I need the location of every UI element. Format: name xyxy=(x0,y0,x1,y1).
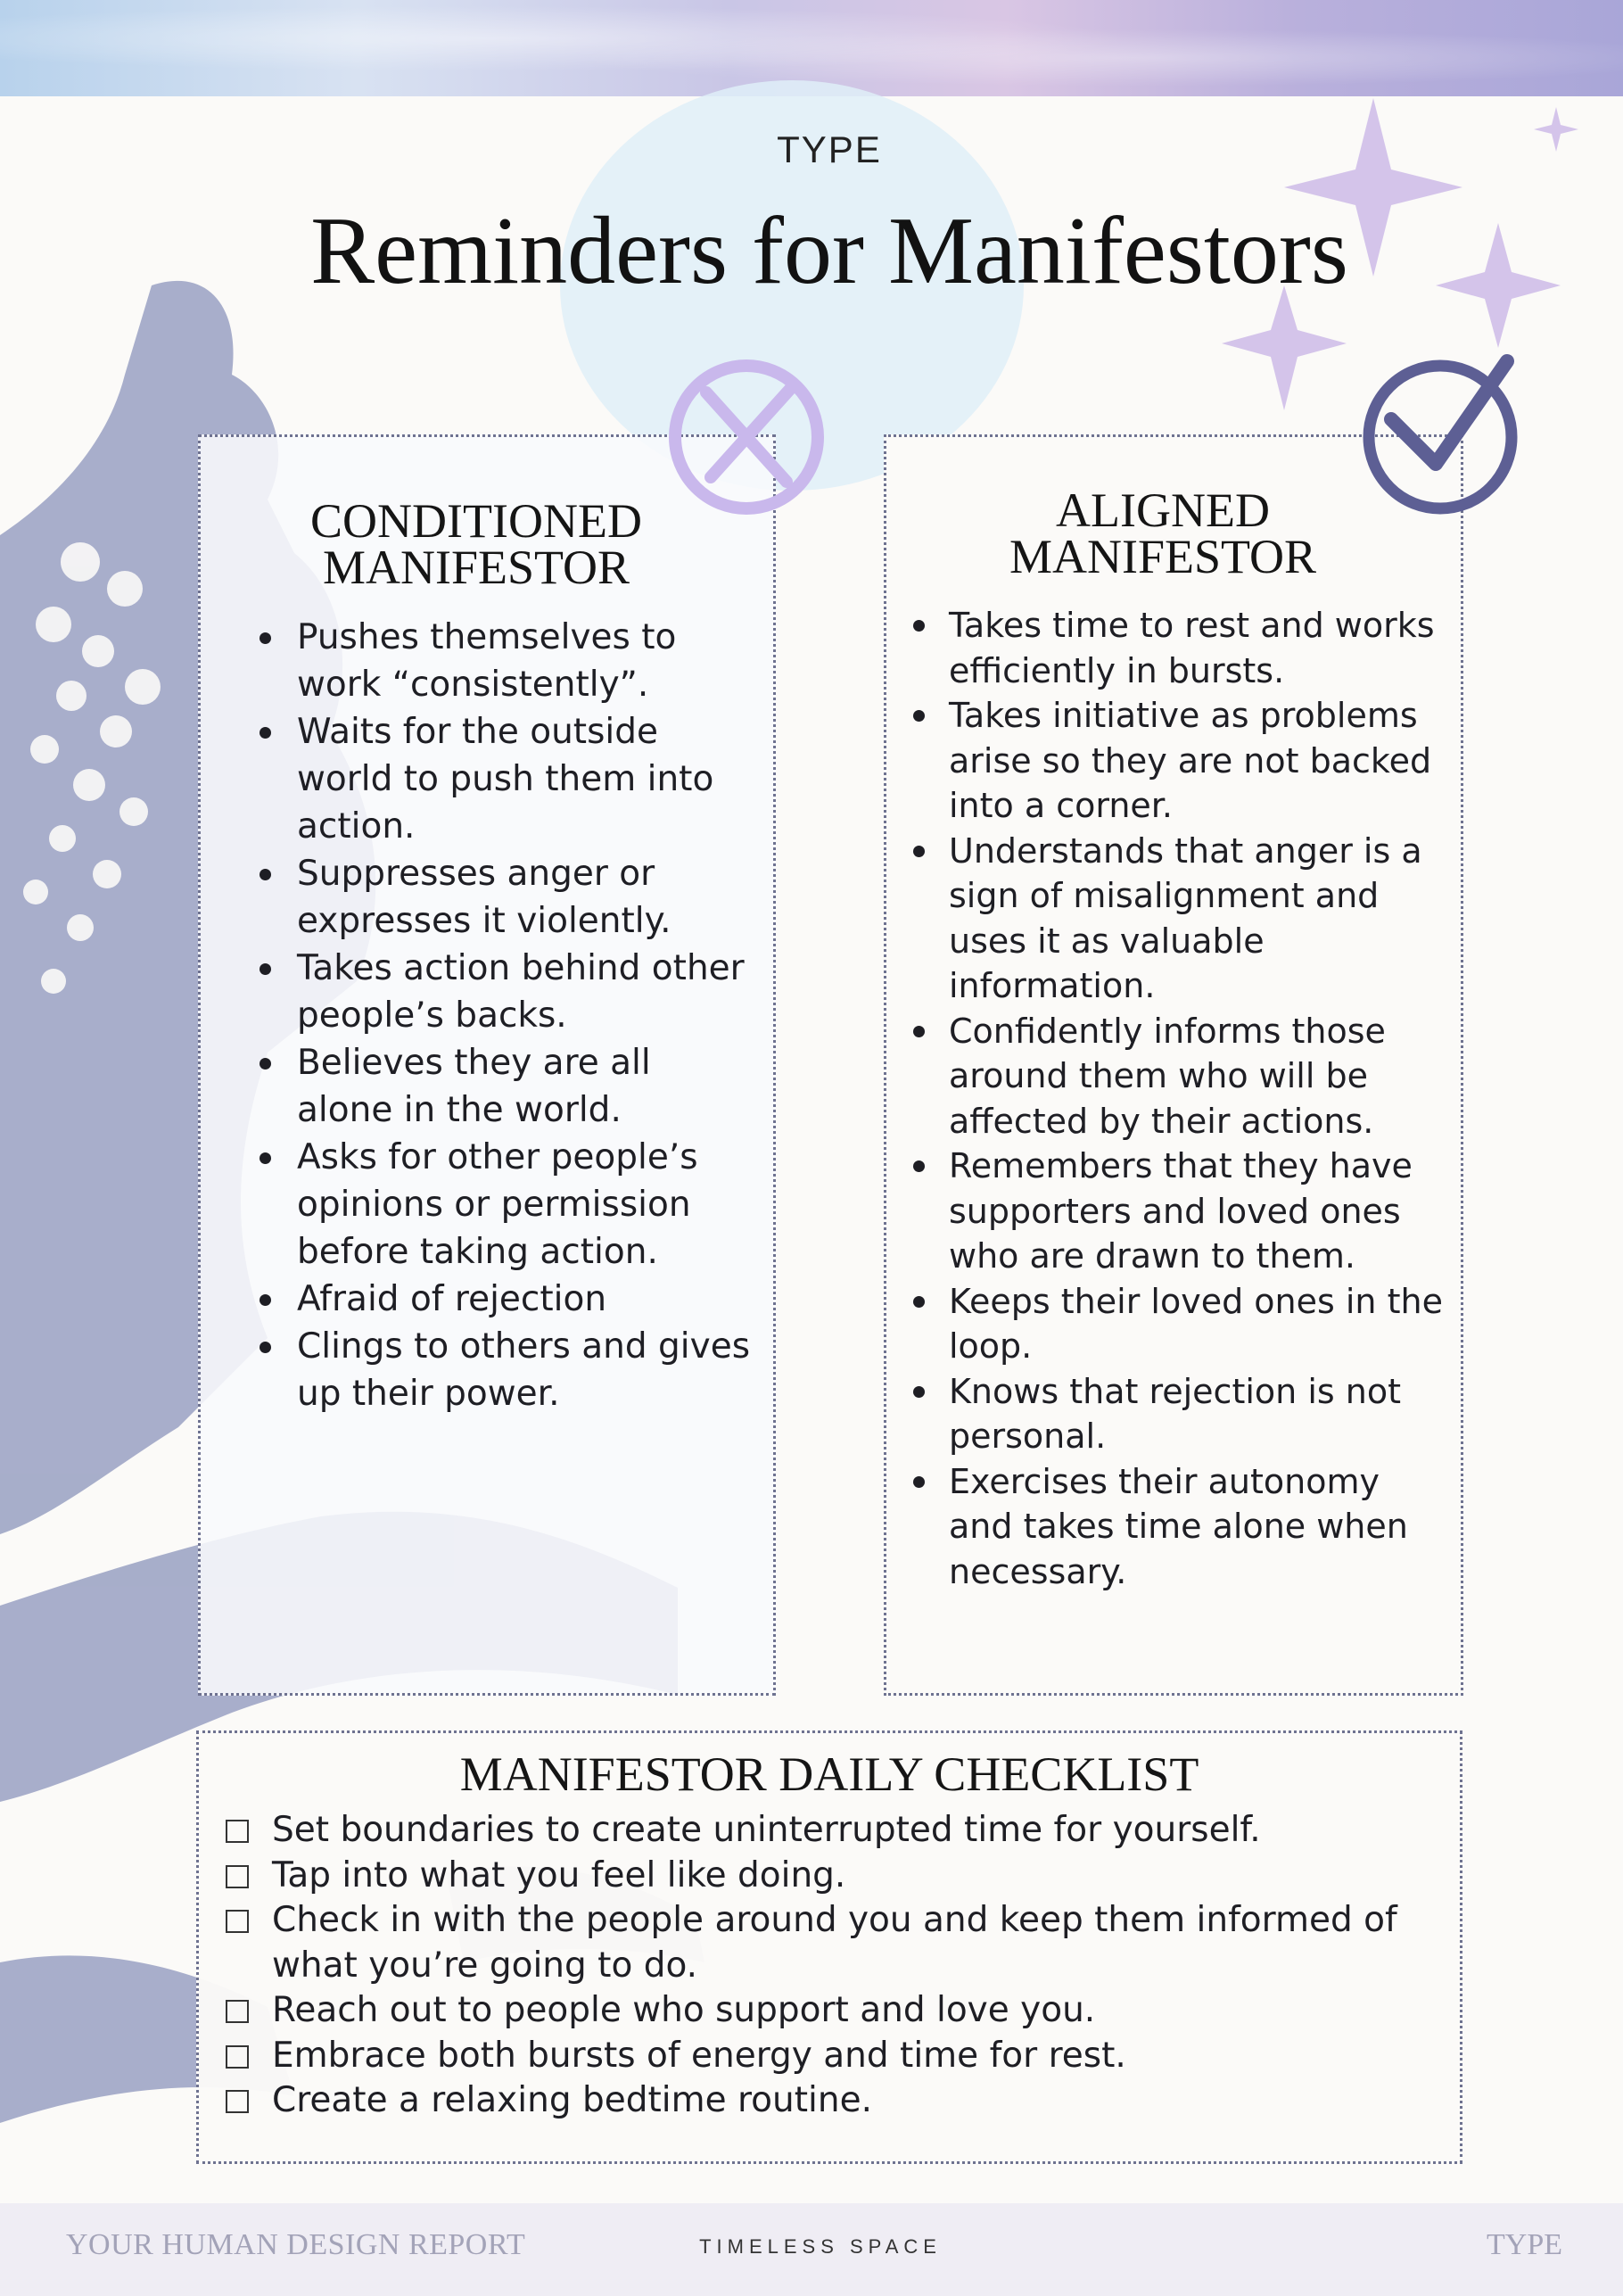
list-item xyxy=(201,850,773,945)
checklist-item-text: Tap into what you feel like doing. xyxy=(272,1854,846,1895)
list-item xyxy=(886,1144,1461,1279)
list-item xyxy=(886,603,1461,693)
check-mark-icon xyxy=(1355,352,1525,522)
list-item-text: Takes time to rest and works efficiently in bursts. xyxy=(949,606,1435,690)
aligned-manifestor-panel xyxy=(884,434,1463,1696)
list-item xyxy=(886,829,1461,1009)
footer-section-label: TYPE xyxy=(1487,2228,1562,2261)
list-item xyxy=(201,708,773,850)
checklist-item-text: Create a relaxing bedtime routine. xyxy=(272,2080,872,2120)
bullet-icon xyxy=(913,846,925,857)
conditioned-heading-line2: MANIFESTOR xyxy=(322,541,630,594)
list-item-text: Waits for the outside world to push them into action. xyxy=(297,712,714,847)
checkbox-icon[interactable] xyxy=(226,2090,249,2113)
list-item xyxy=(201,945,773,1039)
list-item-text: Takes initiative as problems arise so they are not backed into a corner. xyxy=(949,696,1432,825)
checklist-item-text: Set boundaries to create uninterrupted time for yourself. xyxy=(272,1810,1261,1850)
checklist-item xyxy=(199,1988,1460,2034)
list-item-text: Remembers that they have supporters and loved ones who are drawn to them. xyxy=(949,1146,1413,1276)
list-item-text: Exercises their autonomy and takes time alone when necessary. xyxy=(949,1461,1408,1591)
checklist-item xyxy=(199,1854,1460,1899)
checkbox-icon[interactable] xyxy=(226,1820,249,1843)
list-item xyxy=(886,1369,1461,1459)
bullet-icon xyxy=(913,1160,925,1172)
list-item xyxy=(201,1134,773,1276)
bullet-icon xyxy=(260,963,271,975)
page-eyebrow: TYPE xyxy=(777,128,882,170)
aligned-list xyxy=(886,603,1461,1594)
daily-checklist xyxy=(196,1730,1462,2164)
list-item xyxy=(201,614,773,708)
bullet-icon xyxy=(260,632,271,644)
checklist-title: MANIFESTOR DAILY CHECKLIST xyxy=(459,1747,1199,1801)
list-item xyxy=(886,1459,1461,1595)
list-item-text: Knows that rejection is not personal. xyxy=(949,1371,1401,1456)
checklist-item xyxy=(199,2078,1460,2124)
x-mark-icon xyxy=(662,352,831,522)
footer-brand: TIMELESS SPACE xyxy=(699,2235,942,2258)
list-item-text: Confidently informs those around them who will be affected by their actions. xyxy=(949,1011,1386,1141)
conditioned-heading-line1: CONDITIONED xyxy=(310,494,642,548)
checkbox-icon[interactable] xyxy=(226,2000,249,2023)
bullet-icon xyxy=(260,1058,271,1070)
conditioned-list xyxy=(201,614,773,1417)
bullet-icon xyxy=(913,1026,925,1037)
bullet-icon xyxy=(260,1342,271,1353)
conditioned-manifestor-panel xyxy=(198,434,776,1696)
checklist-item-text: Embrace both bursts of energy and time for rest. xyxy=(272,2035,1126,2076)
list-item xyxy=(886,693,1461,829)
page-title: Reminders for Manifestors xyxy=(310,198,1348,304)
checklist-items xyxy=(199,1808,1460,2124)
page-footer xyxy=(0,2203,1623,2296)
list-item xyxy=(201,1276,773,1323)
checkbox-icon[interactable] xyxy=(226,1910,249,1933)
bullet-icon xyxy=(260,1152,271,1164)
list-item-text: Believes they are all alone in the world. xyxy=(297,1043,651,1130)
bullet-icon xyxy=(913,710,925,722)
aligned-heading-line2: MANIFESTOR xyxy=(1009,530,1317,583)
list-item-text: Afraid of rejection xyxy=(297,1279,607,1319)
list-item-text: Keeps their loved ones in the loop. xyxy=(949,1281,1443,1366)
checklist-item-text: Reach out to people who support and love you. xyxy=(272,1990,1096,2030)
list-item-text: Clings to others and gives up their power. xyxy=(297,1326,751,1414)
bullet-icon xyxy=(913,1386,925,1398)
list-item xyxy=(886,1279,1461,1369)
list-item-text: Asks for other people’s opinions or permission before taking action. xyxy=(297,1137,698,1272)
checkbox-icon[interactable] xyxy=(226,1865,249,1888)
list-item-text: Understands that anger is a sign of misalignment and uses it as valuable information. xyxy=(949,830,1422,1005)
list-item xyxy=(886,1009,1461,1144)
checklist-item-text: Check in with the people around you and keep them informed of what you’re going to do. xyxy=(272,1900,1397,1986)
checklist-item xyxy=(199,1808,1460,1854)
bullet-icon xyxy=(913,620,925,632)
bullet-icon xyxy=(260,1294,271,1306)
list-item-text: Suppresses anger or expresses it violently. xyxy=(297,854,671,941)
checklist-item xyxy=(199,1898,1460,1988)
aligned-heading-line1: ALIGNED xyxy=(1056,483,1270,537)
list-item-text: Pushes themselves to work “consistently”. xyxy=(297,617,677,705)
checklist-item xyxy=(199,2034,1460,2079)
bullet-icon xyxy=(260,727,271,739)
list-item-text: Takes action behind other people’s backs. xyxy=(297,948,745,1036)
bullet-icon xyxy=(913,1296,925,1308)
checkbox-icon[interactable] xyxy=(226,2045,249,2069)
bullet-icon xyxy=(260,869,271,880)
footer-report-title: YOUR HUMAN DESIGN REPORT xyxy=(66,2228,526,2261)
bullet-icon xyxy=(913,1476,925,1488)
list-item xyxy=(201,1323,773,1417)
list-item xyxy=(201,1039,773,1134)
